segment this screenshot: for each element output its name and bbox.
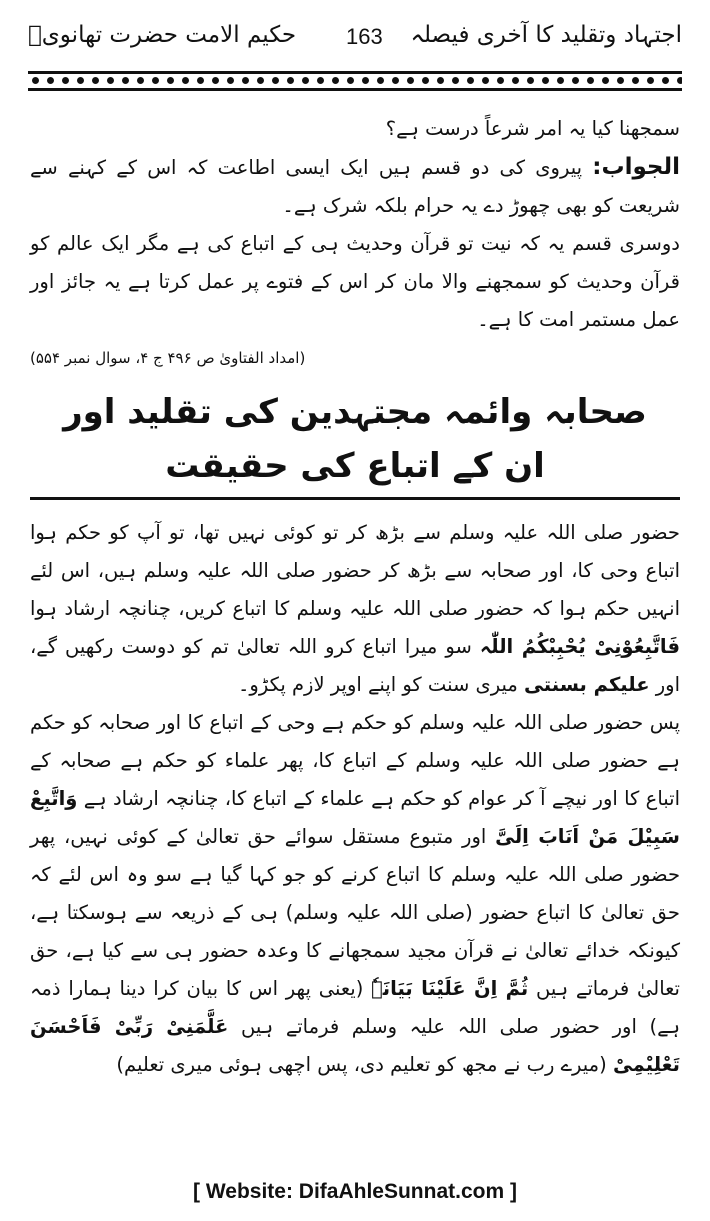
hadith-1: علیکم بسنتی xyxy=(524,673,650,696)
section-heading: صحابہ وائمہ مجتہدین کی تقلید اور ان کے اتباع کی حقیقت xyxy=(30,385,680,500)
ornamental-divider xyxy=(28,68,682,94)
question-tail: سمجھنا کیا یہ امر شرعاً درست ہے؟ xyxy=(385,117,680,140)
section-heading-box xyxy=(30,385,680,500)
author-title: حکیم الامت حضرت تھانویؒ xyxy=(28,22,297,48)
quran-verse-2: وَاتَّبِعْ سَبِیْلَ مَنْ اَنَابَ اِلَیَّ xyxy=(30,787,680,848)
answer-paragraph xyxy=(30,148,680,225)
divider-line-top xyxy=(28,71,682,74)
divider-dots xyxy=(28,75,682,86)
paragraph-sahaba xyxy=(30,514,680,704)
book-title: اجتہاد وتقلید کا آخری فیصلہ xyxy=(410,22,682,48)
para5-text-c: (یعنی پھر اس کا بیان کرا دینا ہمارا ذمہ ہے) اور حضور صلی اللہ علیہ وسلم فرماتے ہیں xyxy=(30,977,680,1038)
para4-text-a: حضور صلی اللہ علیہ وسلم سے بڑھ کر تو کوئی نہیں تھا، تو آپ کو حکم ہوا اتباع وحی کا، اور صحابہ سے بڑھ کر حضور صلی اللہ علیہ وسلم ہیں، اس لئے انہیں حکم ہوا کہ حضور صلی اللہ علیہ وسلم کا اتباع کریں، چنانچہ ارشاد ہوا xyxy=(30,521,680,620)
hadith-2: عَلَّمَنِیْ رَبِّیْ فَاَحْسَنَ تَعْلِیْمِیْ xyxy=(30,1015,680,1076)
reference-citation: (امداد الفتاویٰ ص ۴۹۶ ج ۴، سوال نمبر ۵۵۴) xyxy=(30,349,306,367)
para5-text-b: اور متبوع مستقل سوائے حق تعالیٰ کے کوئی نہیں، پھر حضور صلی اللہ علیہ وسلم کا اتباع کرنے کو جو کہا گیا ہے سو وہ اس لئے کہ حق تعالیٰ کا اتباع حضور (صلی اللہ علیہ وسلم) ہی کے ذریعہ سے ہوسکتا ہے، کیونکہ خدائے تعالیٰ نے قرآن مجید سمجھانے کا وعدہ حضور ہی سے کیا ہے، حق تعالیٰ فرماتے ہیں xyxy=(30,825,680,1000)
website-footer: [ Website: DifaAhleSunnat.com ] xyxy=(193,1180,517,1203)
quran-verse-3: ثُمَّ اِنَّ عَلَیْنَا بَیَانَہٗ xyxy=(371,977,529,1000)
page-header xyxy=(28,18,682,62)
page-number: 163 xyxy=(346,24,383,49)
divider-line-bottom xyxy=(28,88,682,91)
para5-text-d: (میرے رب نے مجھ کو تعلیم دی، پس اچھی ہوئی میری تعلیم) xyxy=(116,1053,607,1076)
answer-text: پیروی کی دو قسم ہیں ایک ایسی اطاعت کہ اس کے کہنے سے شریعت کو بھی چھوڑ دے یہ حرام بلکہ شرک ہے۔ xyxy=(30,156,680,217)
second-type-paragraph: دوسری قسم یہ کہ نیت تو قرآن وحدیث ہی کے اتباع کی ہے مگر ایک عالم کو قرآن وحدیث کو سمجھنے والا مان کر اس کے فتوے پر عمل کرتا ہے یہ جائز اور عمل مستمر امت کا ہے۔ xyxy=(30,232,680,331)
paragraph-ittiba xyxy=(30,704,680,1084)
answer-label: الجواب: xyxy=(592,154,680,180)
para4-text-c: میری سنت کو اپنے اوپر لازم پکڑو۔ xyxy=(237,673,518,696)
para4-text-b: سو میرا اتباع کرو اللہ تعالیٰ تم کو دوست رکھیں گے، اور xyxy=(30,635,680,696)
quran-verse-1: فَاتَّبِعُوْنِیْ یُحْبِبْکُمُ اللّٰہ xyxy=(479,635,680,658)
page-body xyxy=(30,110,680,1084)
para5-text-a: پس حضور صلی اللہ علیہ وسلم کو حکم ہے وحی کے اتباع کا اور صحابہ کو حکم ہے حضور صلی اللہ علیہ وسلم کے اتباع کا، پھر علماء کو حکم ہے صحابہ کے اتباع کا اور نیچے آ کر عوام کو حکم ہے علماء کے اتباع کا، چنانچہ ارشاد ہے xyxy=(30,711,680,810)
